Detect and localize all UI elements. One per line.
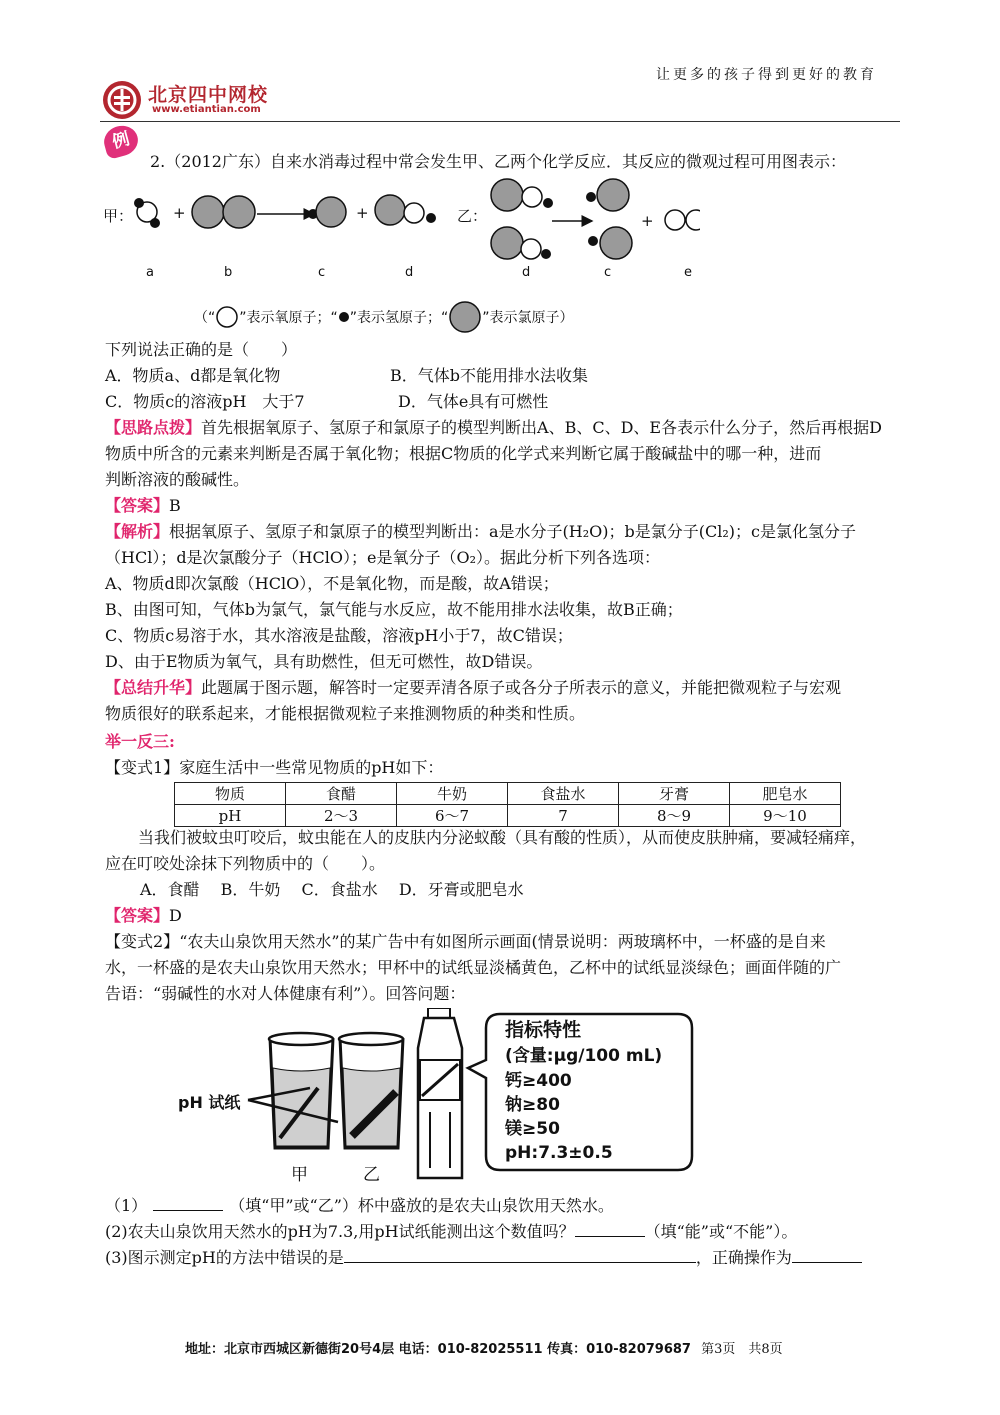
option-c: C．物质c的溶液pH 大于7 (105, 392, 305, 411)
molecule-d-hclo-1 (491, 179, 553, 211)
bubble-title: 指标特性 (505, 1019, 582, 1041)
logo-name: 北京四中网校 (148, 84, 269, 106)
variant-1-text-2: 应在叮咬处涂抹下列物质中的（ ）。 (105, 854, 386, 873)
table-cell: pH (175, 805, 286, 827)
answer-line (105, 496, 181, 516)
molecule-b-chlorine (192, 196, 255, 228)
variant-1-stem: 【变式1】家庭生活中一些常见物质的pH如下： (105, 758, 444, 777)
summary-tag: 【总结升华】 (105, 678, 202, 697)
legend-open: （“ (194, 310, 216, 326)
explain-option-a: A、物质d即次氯酸（HClO），不是氧化物，而是酸，故A错误； (105, 574, 559, 593)
bubble-magnesium: 镁≥50 (505, 1119, 560, 1139)
bubble-unit: (含量:μg/100 mL) (505, 1046, 663, 1066)
letter-c: c (318, 265, 326, 280)
bubble-sodium: 钠≥80 (505, 1095, 560, 1115)
cup-jia-label: 甲 (291, 1165, 308, 1185)
molecule-a-water (134, 198, 160, 228)
hint-line-3: 判断溶液的酸碱性。 (105, 470, 250, 489)
plus-2: + (356, 204, 369, 222)
table-cell: 9～10 (730, 805, 841, 827)
summary-line-2: 物质很好的联系起来，才能根据微观粒子来推测物质的种类和性质。 (105, 704, 586, 723)
ph-paper-label: pH 试纸 (178, 1093, 241, 1112)
explain-option-c: C、物质c易溶于水，其水溶液是盐酸，溶液pH小于7，故C错误； (105, 626, 573, 645)
molecule-c-hcl (308, 197, 346, 227)
molecule-d-hclo-2 (491, 227, 551, 259)
header-slogan: 让更多的孩子得到更好的教育 (656, 67, 877, 83)
question-3: (3)图示测定pH的方法中错误的是 ，正确操作为 (105, 1248, 862, 1268)
letter-c-yi: c (604, 265, 612, 280)
atom-legend (194, 300, 574, 334)
logo-emblem-icon (100, 78, 144, 122)
letter-a: a (146, 265, 154, 280)
bubble-calcium: 钙≥400 (505, 1071, 572, 1091)
answer-blank-3[interactable] (344, 1248, 696, 1263)
plus-1: + (173, 204, 186, 222)
footer-address: 地址：北京市西城区新德街20号4层 电话：010-82025511 传真：010-82079687 (185, 1342, 691, 1357)
summary-line-1: 【总结升华】此题属于图示题，解答时一定要弄清各原子或各分子所表示的意义，并能把微观粒子与宏观 (105, 678, 842, 697)
table-cell: 2～3 (286, 805, 397, 827)
footer (185, 1338, 783, 1357)
variant-1-answer: 【答案】D (105, 906, 182, 925)
footer-page: 第3页 共8页 (701, 1342, 783, 1357)
explain-line-2: （HCl）；d是次氯酸分子（HClO）；e是氧分子（O₂）。据此分析下列各选项： (105, 548, 660, 567)
cup-yi (339, 1033, 403, 1148)
table-cell: 8～9 (619, 805, 730, 827)
water-bottle (418, 1008, 462, 1178)
hydrogen-atom-icon (338, 311, 350, 323)
label-yi: 乙： (457, 207, 488, 225)
table-cell: 7 (508, 805, 619, 827)
table-cell: 牙膏 (619, 783, 730, 805)
variant-2-text-3: 告语：“弱碱性的水对人体健康有利”）。回答问题： (105, 984, 466, 1003)
practice-heading: 举一反三: (105, 732, 175, 751)
water-figure (170, 1008, 700, 1188)
molecule-c-hcl-2 (588, 227, 632, 259)
answer-blank-1[interactable] (153, 1196, 223, 1211)
hint-line-2: 物质中所含的元素来判断是否属于氧化物；根据C物质的化学式来判断它属于酸碱盐中的哪一种，进而 (105, 444, 822, 463)
legend-oxygen: ”表示氧原子；“ (239, 310, 338, 326)
option-b: B．气体b不能用排水法收集 (390, 366, 589, 385)
oxygen-atom-icon (215, 305, 239, 329)
question-stem: 2.（2012广东）自来水消毒过程中常会发生甲、乙两个化学反应．其反应的微观过程可用图表示： (150, 152, 846, 171)
explain-option-d: D、由于E物质为氧气，具有助燃性，但无可燃性，故D错误。 (105, 652, 543, 671)
molecule-c-hcl-1 (586, 179, 629, 211)
explain-option-b: B、由图可知，气体b为氯气，氯气能与水反应，故不能用排水法收集，故B正确； (105, 600, 683, 619)
table-cell: 物质 (175, 783, 286, 805)
question-prompt: 下列说法正确的是（ ） (105, 340, 298, 359)
variant-1-text-1: 当我们被蚊虫叮咬后，蚊虫能在人的皮肤内分泌蚁酸（具有酸的性质），从而使皮肤肿痛，要减轻痛痒， (138, 828, 867, 847)
table-cell: 牛奶 (397, 783, 508, 805)
variant-1-tag: 【变式1】 (105, 758, 180, 777)
example-badge: 例 (101, 122, 142, 160)
table-row (175, 805, 841, 827)
molecule-d-hclo (375, 195, 436, 225)
plus-3: + (641, 212, 654, 230)
label-jia: 甲： (103, 207, 134, 225)
hint-line-1: 【思路点拨】首先根据氧原子、氢原子和氯原子的模型判断出A、B、C、D、E各表示什么分子，然后再根据D (105, 418, 882, 437)
variant-2-tag: 【变式2】 (105, 932, 180, 951)
hint-tag: 【思路点拨】 (105, 418, 202, 437)
table-cell: 肥皂水 (730, 783, 841, 805)
variant-1-answer-tag: 【答案】 (105, 906, 170, 925)
letter-b: b (224, 265, 233, 280)
answer-blank-2[interactable] (575, 1222, 645, 1237)
letter-d-yi: d (522, 265, 531, 280)
variant-2-text-2: 水，一杯盛的是农夫山泉饮用天然水；甲杯中的试纸显淡橘黄色，乙杯中的试纸显淡绿色；画面伴随的广 (105, 958, 842, 977)
table-cell: 食醋 (286, 783, 397, 805)
letter-e: e (684, 265, 692, 280)
option-d: D．气体e具有可燃性 (398, 392, 549, 411)
table-cell: 食盐水 (508, 783, 619, 805)
variant-1-options: A．食醋 B．牛奶 C．食盐水 D．牙膏或肥皂水 (140, 880, 524, 899)
logo-url: www.etiantian.com (152, 104, 261, 115)
bubble-ph: pH:7.3±0.5 (505, 1143, 613, 1163)
ph-table (174, 782, 841, 827)
cup-yi-label: 乙 (363, 1165, 380, 1185)
explain-tag: 【解析】 (105, 522, 170, 541)
answer-tag: 【答案】 (105, 496, 170, 515)
table-header-row (175, 783, 841, 805)
explain-line-1: 【解析】根据氧原子、氢原子和氯原子的模型判断出：a是水分子(H₂O)；b是氯分子(Cl₂)；c是氯化氢分子 (105, 522, 856, 541)
table-cell: 6～7 (397, 805, 508, 827)
question-1: （1） （填“甲”或“乙”）杯中盛放的是农夫山泉饮用天然水。 (105, 1196, 614, 1215)
chlorine-atom-icon (448, 300, 482, 334)
molecule-e-oxygen (665, 210, 700, 230)
header-rule (100, 121, 900, 122)
letter-d: d (405, 265, 414, 280)
logo (100, 78, 320, 122)
variant-2-text-1: 【变式2】“农夫山泉饮用天然水”的某广告中有如图所示画面(情景说明：两玻璃杯中，一杯盛的是自来 (105, 932, 826, 951)
answer-blank-4[interactable] (792, 1248, 862, 1263)
question-2: (2)农夫山泉饮用天然水的pH为7.3,用pH试纸能测出这个数值吗？ （填“能”或“不能”）。 (105, 1222, 798, 1241)
answer-value: B (169, 496, 181, 515)
option-a: A．物质a、d都是氧化物 (105, 366, 281, 385)
legend-chlorine: ”表示氯原子） (482, 310, 574, 326)
legend-hydrogen: ”表示氢原子；“ (349, 310, 449, 326)
